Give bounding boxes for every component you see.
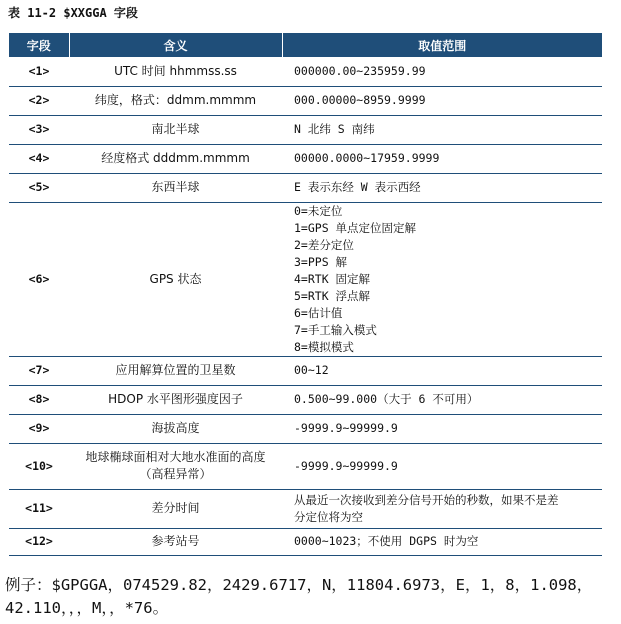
value-line: -9999.9~99999.9 [294, 421, 398, 435]
meaning-line: HDOP 水平图形强度因子 [108, 392, 243, 406]
field-cell: <12> [9, 528, 69, 555]
meaning-line: 差分时间 [151, 501, 200, 515]
value-line: 7=手工输入模式 [294, 322, 377, 337]
value-range-cell [282, 443, 602, 489]
value-range-cell [282, 173, 602, 202]
value-range-cell [282, 202, 602, 356]
table-row [9, 356, 602, 385]
value-line: 从最近一次接收到差分信号开始的秒数，如果不是差 [294, 492, 559, 507]
example-sentence: 例子：$GPGGA，074529.82，2429.6717，N，11804.6973，E，1，8，1.098，42.110，，，M，，*76。 [5, 576, 593, 617]
value-line: 00~12 [294, 363, 329, 377]
value-range-cell [282, 57, 602, 86]
field-cell: <1> [9, 57, 69, 86]
value-range-cell [282, 414, 602, 443]
table-row [9, 115, 602, 144]
table-row [9, 528, 602, 555]
meaning-cell [69, 489, 282, 528]
table-header-row [9, 33, 602, 57]
value-range-cell [282, 144, 602, 173]
value-line: 4=RTK 固定解 [294, 271, 371, 286]
meaning-line: GPS 状态 [149, 271, 202, 286]
field-cell: <8> [9, 385, 69, 414]
header-meaning: 含义 [69, 33, 282, 57]
value-line: 8=模拟模式 [294, 339, 354, 354]
value-line: 0000~1023；不使用 DGPS 时为空 [294, 534, 479, 548]
table-row [9, 86, 602, 115]
field-cell: <4> [9, 144, 69, 173]
value-line: 分定位将为空 [294, 509, 363, 524]
table-row [9, 202, 602, 356]
value-line: N 北纬 S 南纬 [294, 122, 375, 136]
value-line: 000.00000~8959.9999 [294, 93, 426, 107]
field-cell: <6> [9, 202, 69, 356]
value-line: 0.500~99.000（大于 6 不可用） [294, 392, 479, 406]
value-range-cell [282, 385, 602, 414]
meaning-cell [69, 115, 282, 144]
meaning-cell [69, 414, 282, 443]
table-row [9, 489, 602, 528]
table-row [9, 144, 602, 173]
value-range-cell [282, 86, 602, 115]
meaning-cell [69, 57, 282, 86]
value-line: 5=RTK 浮点解 [294, 288, 371, 303]
meaning-line: 参考站号 [151, 534, 200, 548]
table-caption: 表 11-2 $XXGGA 字段 [8, 6, 138, 20]
header-field: 字段 [9, 33, 69, 57]
meaning-cell [69, 144, 282, 173]
gga-fields-table [9, 33, 602, 556]
meaning-line: 东西半球 [151, 180, 200, 194]
value-line: 3=PPS 解 [294, 254, 348, 269]
table-row [9, 173, 602, 202]
meaning-line: UTC 时间 hhmmss.ss [114, 63, 237, 78]
meaning-line: 纬度，格式：ddmm.mmmm [94, 93, 257, 107]
field-cell: <10> [9, 443, 69, 489]
meaning-cell [69, 202, 282, 356]
meaning-line: 南北半球 [151, 122, 200, 136]
meaning-cell [69, 528, 282, 555]
field-cell: <5> [9, 173, 69, 202]
meaning-line: 海拔高度 [151, 421, 200, 435]
meaning-line: 地球椭球面相对大地水准面的高度 [85, 450, 266, 464]
meaning-cell [69, 86, 282, 115]
value-line: 2=差分定位 [294, 237, 354, 252]
meaning-line: （高程异常） [139, 467, 212, 481]
field-cell: <9> [9, 414, 69, 443]
meaning-cell [69, 356, 282, 385]
value-line: -9999.9~99999.9 [294, 458, 398, 473]
meaning-cell [69, 385, 282, 414]
value-range-cell [282, 356, 602, 385]
value-line: 6=估计值 [294, 305, 343, 320]
value-range-cell [282, 528, 602, 555]
value-line: 1=GPS 单点定位固定解 [294, 220, 417, 235]
field-cell: <2> [9, 86, 69, 115]
value-line: 0=未定位 [294, 203, 343, 218]
field-cell: <11> [9, 489, 69, 528]
header-value-range: 取值范围 [282, 33, 602, 57]
field-cell: <7> [9, 356, 69, 385]
meaning-cell [69, 443, 282, 489]
value-line: 000000.00~235959.99 [294, 63, 426, 78]
meaning-line: 经度格式 dddmm.mmmm [101, 151, 250, 165]
table-row [9, 443, 602, 489]
meaning-line: 应用解算位置的卫星数 [115, 363, 236, 377]
field-cell: <3> [9, 115, 69, 144]
value-line: E 表示东经 W 表示西经 [294, 180, 421, 194]
value-range-cell [282, 115, 602, 144]
table-row [9, 57, 602, 86]
value-range-cell [282, 489, 602, 528]
table-row [9, 414, 602, 443]
table-row [9, 385, 602, 414]
value-line: 00000.0000~17959.9999 [294, 151, 440, 165]
meaning-cell [69, 173, 282, 202]
